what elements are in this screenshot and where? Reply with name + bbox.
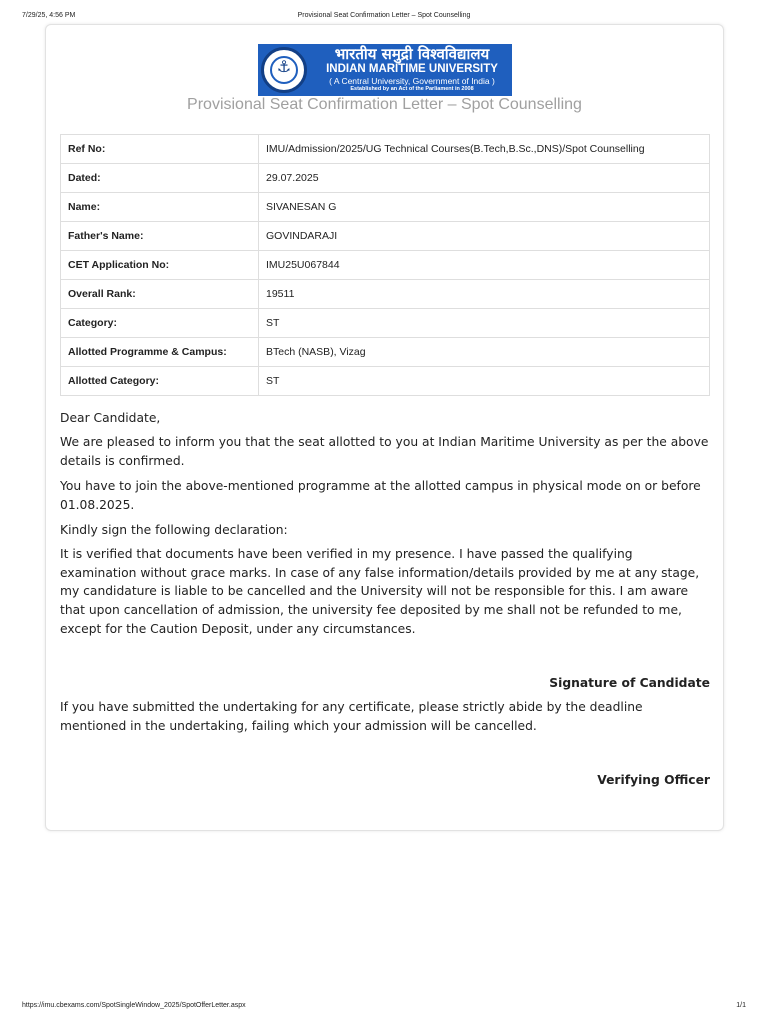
detail-label: Allotted Category:: [61, 367, 259, 396]
table-row: [61, 309, 710, 338]
detail-label: Father's Name:: [61, 222, 259, 251]
undertaking-paragraph: If you have submitted the undertaking for any certificate, please strictly abide by the deadline mentioned in the undertaking, failing which your admission will be cancelled.: [60, 700, 643, 733]
detail-label: Category:: [61, 309, 259, 338]
detail-label: Name:: [61, 193, 259, 222]
table-row: [61, 280, 710, 309]
detail-label: Ref No:: [61, 135, 259, 164]
joining-paragraph: You have to join the above-mentioned programme at the allotted campus in physical mode on or before 01.08.2025.: [60, 479, 701, 512]
table-row: [61, 135, 710, 164]
logo-established: Established by an Act of the Parliament in 2008: [350, 86, 474, 92]
detail-label: Allotted Programme & Campus:: [61, 338, 259, 367]
signature-of-candidate: Signature of Candidate: [549, 676, 710, 690]
letter-title: Provisional Seat Confirmation Letter – Spot Counselling: [187, 96, 582, 113]
table-row: [61, 367, 710, 396]
declaration-intro: Kindly sign the following declaration:: [60, 523, 288, 537]
table-row: [61, 338, 710, 367]
print-page-title: Provisional Seat Confirmation Letter – Spot Counselling: [297, 12, 471, 19]
detail-value: ST: [259, 309, 710, 338]
detail-label: Overall Rank:: [61, 280, 259, 309]
details-table: [60, 134, 710, 396]
print-header: [22, 12, 746, 22]
table-row: [61, 251, 710, 280]
detail-value: IMU25U067844: [259, 251, 710, 280]
detail-value: SIVANESAN G: [259, 193, 710, 222]
detail-value: 29.07.2025: [259, 164, 710, 193]
declaration-text: It is verified that documents have been verified in my presence. I have passed the qualifying examination without grace marks. In case of any false information/details provided by me at any stage, my candidature is liable to be cancelled and the University will not be responsible for this. I am aware that upon cancellation of admission, the university fee deposited by me shall not be refunded to me, except for the Caution Deposit, under any circumstances.: [60, 547, 700, 636]
detail-value: IMU/Admission/2025/UG Technical Courses(B.Tech,B.Sc.,DNS)/Spot Counselling: [259, 135, 710, 164]
verifying-officer: Verifying Officer: [597, 773, 710, 787]
detail-value: GOVINDARAJI: [259, 222, 710, 251]
detail-label: Dated:: [61, 164, 259, 193]
university-logo: [258, 44, 512, 96]
page-number: 1/1: [736, 1002, 746, 1009]
logo-english-name: INDIAN MARITIME UNIVERSITY: [326, 63, 498, 75]
letter-card: [45, 24, 724, 831]
page-url: https://imu.cbexams.com/SpotSingleWindow_2025/SpotOfferLetter.aspx: [22, 1002, 246, 1009]
table-row: [61, 164, 710, 193]
greeting: Dear Candidate,: [60, 411, 161, 425]
detail-label: CET Application No:: [61, 251, 259, 280]
confirmation-paragraph: We are pleased to inform you that the seat allotted to you at Indian Maritime University as per the above details is confirmed.: [60, 435, 709, 468]
detail-value: ST: [259, 367, 710, 396]
detail-value: 19511: [259, 280, 710, 309]
detail-value: BTech (NASB), Vizag: [259, 338, 710, 367]
logo-hindi-name: भारतीय समुद्री विश्वविद्यालय: [334, 45, 490, 63]
table-row: [61, 222, 710, 251]
table-row: [61, 193, 710, 222]
university-emblem: [261, 47, 307, 93]
print-footer: [22, 1002, 746, 1012]
anchor-icon: ⚓: [276, 57, 292, 76]
print-datetime: 7/29/25, 4:56 PM: [22, 12, 76, 19]
logo-subtitle: ( A Central University, Government of India ): [329, 76, 495, 86]
